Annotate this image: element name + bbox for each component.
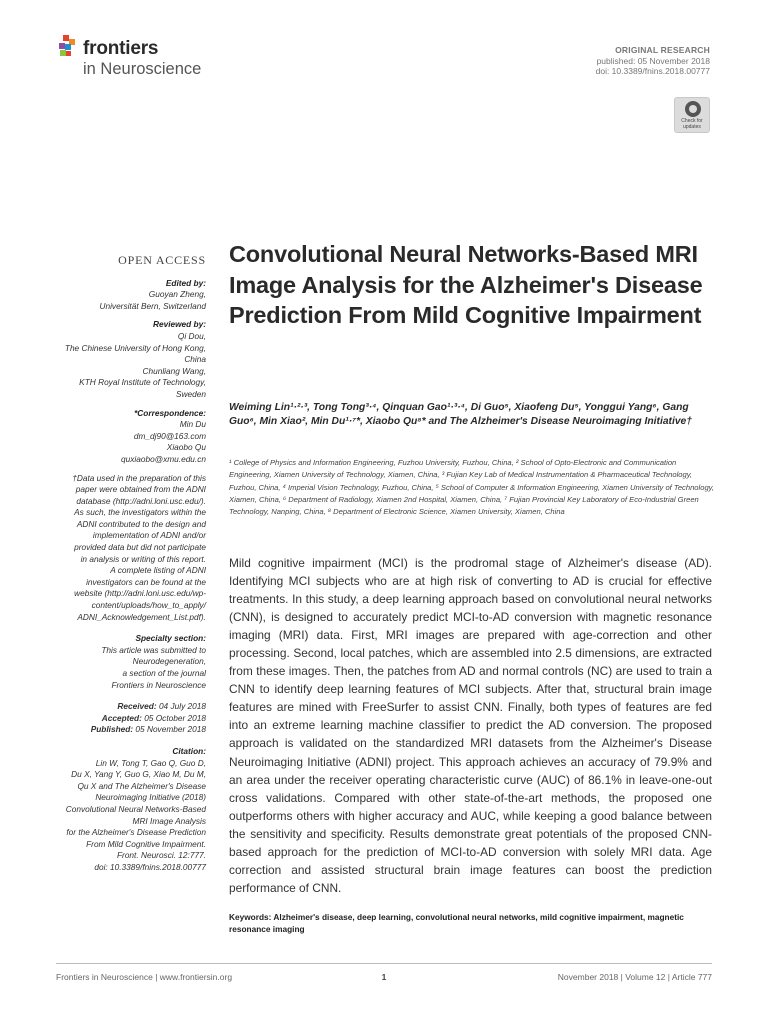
correspondent-email[interactable]: dm_dj90@163.com <box>133 430 206 441</box>
article-title: Convolutional Neural Networks-Based MRI Image Analysis for the Alzheimer's Disease Prediction From Mild Cognitive Impairment <box>229 241 703 328</box>
citation-label: Citation: <box>172 745 206 756</box>
specialty-section-label: Specialty section: <box>135 633 206 644</box>
specialty-text: This article was submitted to Neurodegeneration, a section of the journal Frontiers in Neuroscience <box>101 644 206 690</box>
adni-note: †Data used in the preparation of this paper were obtained from the ADNI database (http://adni.loni.usc.edu/). As such, the investigators within the ADNI contributed to the design and implementation of ADNI and/or provided data but did not participate in analysis or writing of this report. A complete listing of ADNI investigators can be found at the website (http://adni.loni.usc.edu/wp- content/uploads/how_to_apply/ ADNI_Acknowledgement_List.pdf). <box>72 472 206 622</box>
correspondent-name: Xiaobo Qu <box>166 442 206 453</box>
citation-text: Lin W, Tong T, Gao Q, Guo D, Du X, Yang Y, Guo G, Xiao M, Du M, Qu X and The Alzheimer's Disease Neuroimaging Initiative (2018) Convolutional Neural Networks-Based MRI Image Analysis for the Alzheimer's Disease Prediction From Mild Cognitive Impairment. Front. Neurosci. 12:777. doi: 10.3389/fnins.2018.00777 <box>65 757 206 872</box>
correspondent-email[interactable]: quxiaobo@xmu.edu.cn <box>121 453 206 464</box>
correspondence-label: *Correspondence: <box>134 407 206 418</box>
editor-affiliation: Universität Bern, Switzerland <box>99 300 206 311</box>
open-access-label: OPEN ACCESS <box>118 253 206 267</box>
editor-name: Guoyan Zheng, <box>148 289 206 300</box>
page-number: 1 <box>381 972 387 982</box>
reviewer-name: Chunliang Wang, <box>142 365 206 376</box>
abstract: Mild cognitive impairment (MCI) is the prodromal stage of Alzheimer's disease (AD). Identifying MCI subjects who are at high risk of converting to AD is crucial for effective treatments. In this study, a deep learning approach based on convolutional neural networks (CNN), is designed to accurately predict MCI-to-AD conversion with magnetic resonance imaging (MRI) data. First, MRI images are prepared with age-correction and other processing. Second, local patches, which are assembled into 2.5 dimensions, are extracted from these images. Then, the patches from AD and normal controls (NC) are used to train a CNN to identify deep learning features of MCI subjects. After that, structural brain image features are mined with FreeSurfer to assist CNN. Finally, both types of features are fed into an extreme learning machine classifier to predict the AD conversion. The proposed approach is validated on the standardized MRI datasets from the Alzheimer's Disease Neuroimaging Initiative (ADNI) project. This approach achieves an accuracy of 79.9% and an area under the receiver operating characteristic curve (AUC) of 86.1% in leave-one-out cross validations. Compared with other state-of-the-art methods, the proposed one outperforms others with higher accuracy and AUC, while keeping a good balance between the sensitivity and specificity. Results demonstrate great potentials of the proposed CNN-based approach for the prediction of MCI-to-AD conversion with solely MRI data. Age correction and assisted structural brain image features can boost the prediction performance of CNN. <box>229 556 712 895</box>
affiliations: ¹ College of Physics and Information Engineering, Fuzhou University, Fuzhou, China, ² School of Opto-Electronic and Communication Engineering, Xiamen University of Technology, Xiamen, China, ³ Fujian Key Lab of Medical Instrumentation & Pharmaceutical Technology, Fuzhou, China, ⁴ Imperial Vision Technology, Fuzhou, China, ⁵ School of Computer & Information Engineering, Xiamen University of Technology, Xiamen, China, ⁶ Department of Radiology, Xiamen 2nd Hospital, Xiamen, China, ⁷ Fujian Provincial Key Laboratory of Eco-Industrial Green Technology, Nanping, China, ⁸ Department of Electronic Science, Xiamen University, Xiamen, China <box>229 458 715 517</box>
footer-divider <box>56 963 712 964</box>
edited-by-label: Edited by: <box>165 277 206 288</box>
journal-logo[interactable] <box>56 33 216 83</box>
reviewer-name: Qi Dou, <box>177 330 206 341</box>
footer-issue: November 2018 | Volume 12 | Article 777 <box>557 972 712 982</box>
correspondent-name: Min Du <box>179 419 206 430</box>
crossmark-icon <box>685 101 701 117</box>
keywords: Keywords: Alzheimer's disease, deep learning, convolutional neural networks, mild cognitive impairment, magnetic resonance imaging <box>229 912 684 934</box>
published-date-sidebar: Published: 05 November 2018 <box>90 724 206 735</box>
article-type: ORIGINAL RESEARCH <box>615 45 710 55</box>
published-date: published: 05 November 2018 <box>596 55 710 66</box>
doi-link[interactable]: doi: 10.3389/fnins.2018.00777 <box>595 66 710 76</box>
frontiers-logo-icon <box>56 35 82 61</box>
reviewer-affiliation: The Chinese University of Hong Kong, <box>64 342 206 353</box>
reviewer-affiliation: China <box>184 354 206 365</box>
reviewed-by-label: Reviewed by: <box>152 319 206 330</box>
article-meta <box>596 45 710 77</box>
accepted-date: Accepted: 05 October 2018 <box>101 712 206 723</box>
logo-journal-name: in Neuroscience <box>83 60 202 78</box>
logo-wordmark: frontiers <box>83 38 159 59</box>
check-for-updates-button[interactable] <box>674 97 710 133</box>
reviewer-affiliation: Sweden <box>176 388 206 399</box>
footer-journal-link[interactable]: Frontiers in Neuroscience | www.frontiersin.org <box>56 972 233 982</box>
received-date: Received: 04 July 2018 <box>117 701 206 712</box>
article-sidebar <box>46 255 206 874</box>
badge-label: Check for updates <box>681 118 703 130</box>
author-list: Weiming Lin¹·²·³, Tong Tong³·⁴, Qinquan Gao¹·³·⁴, Di Guo⁵, Xiaofeng Du⁵, Yonggui Yang⁶, Gang Guo⁶, Min Xiao², Min Du¹·⁷*, Xiaobo Qu⁸* and The Alzheimer's Disease Neuroimaging Initiative† <box>229 402 693 427</box>
reviewer-affiliation: KTH Royal Institute of Technology, <box>79 377 206 388</box>
